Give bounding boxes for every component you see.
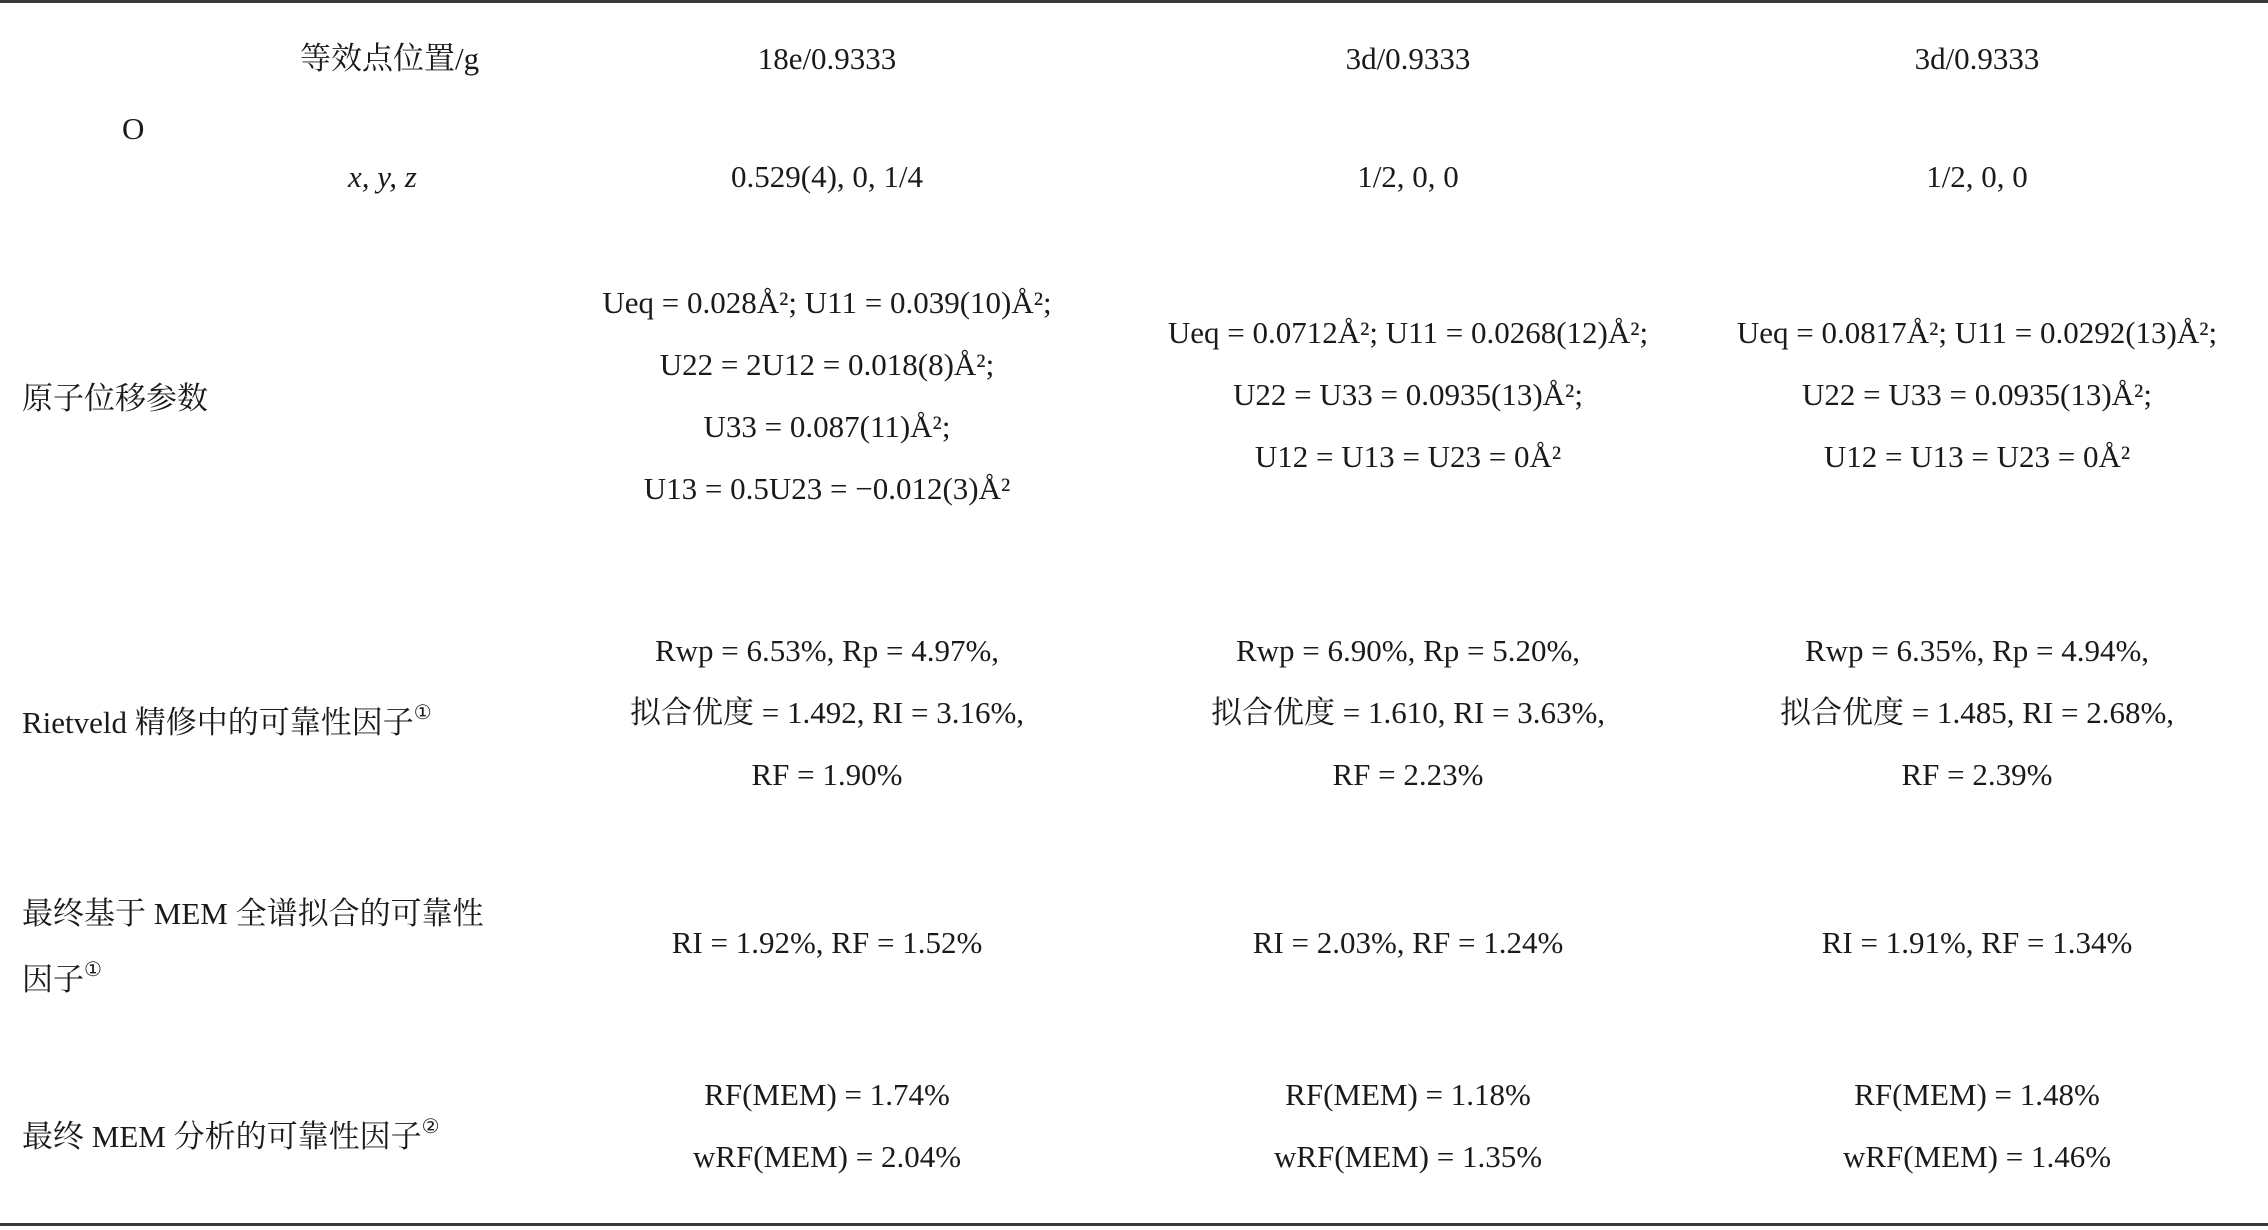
rietveld-col1-line1: Rwp = 6.53%, Rp = 4.97%, bbox=[654, 633, 1000, 668]
row-mem-label-text: 最终 MEM 分析的可靠性因子 bbox=[22, 1119, 422, 1154]
row-disp-label: 原子位移参数 bbox=[22, 381, 208, 416]
footnote-marker-1b: ① bbox=[84, 959, 102, 981]
disp-col2-line3: U12 = U13 = U23 = 0Å² bbox=[1254, 439, 1562, 474]
row-site-col2: 3d/0.9333 bbox=[1345, 41, 1471, 76]
table-bottom-rule bbox=[0, 1223, 2268, 1226]
disp-col3-line2: U22 = U33 = 0.0935(13)Å²; bbox=[1802, 377, 2152, 412]
row-mem-fit-label-line2-wrap bbox=[22, 942, 484, 998]
mem-col3-line2: wRF(MEM) = 1.46% bbox=[1842, 1139, 2112, 1174]
rietveld-col3-line3: RF = 2.39% bbox=[1901, 757, 2053, 792]
mem-col1-line2: wRF(MEM) = 2.04% bbox=[692, 1139, 962, 1174]
row-mem-col1 bbox=[693, 1064, 961, 1188]
rietveld-col2-line2: 拟合优度 = 1.610, RI = 3.63%, bbox=[1210, 695, 1606, 730]
footnote-marker-1: ① bbox=[413, 702, 432, 724]
row-mem-fit-col3: RI = 1.91%, RF = 1.34% bbox=[1821, 925, 2133, 960]
rietveld-col2-line3: RF = 2.23% bbox=[1332, 757, 1484, 792]
mem-col2-line1: RF(MEM) = 1.18% bbox=[1285, 1077, 1531, 1112]
table-top-rule bbox=[0, 0, 2268, 3]
row-site-col3: 3d/0.9333 bbox=[1914, 41, 2040, 76]
row-xyz-col3: 1/2, 0, 0 bbox=[1926, 159, 2028, 194]
disp-col1-line3: U33 = 0.087(11)Å²; bbox=[703, 409, 951, 444]
footnote-marker-2: ② bbox=[421, 1116, 440, 1138]
row-mem-col3 bbox=[1843, 1064, 2111, 1188]
row-mem-fit-label-line1: 最终基于 MEM 全谱拟合的可靠性 bbox=[22, 896, 484, 931]
rietveld-col1-line3: RF = 1.90% bbox=[751, 757, 903, 792]
row-site-label bbox=[300, 28, 479, 90]
disp-col3-line1: Ueq = 0.0817Å²; U11 = 0.0292(13)Å²; bbox=[1736, 315, 2218, 350]
row-disp-col1 bbox=[602, 272, 1051, 520]
row-site-col1: 18e/0.9333 bbox=[757, 41, 897, 76]
row-site-label-text: 等效点位置/g bbox=[300, 41, 480, 76]
rietveld-col1-line2: 拟合优度 = 1.492, RI = 3.16%, bbox=[629, 695, 1025, 730]
row-atom-O-label: O bbox=[122, 111, 145, 146]
rietveld-col3-line2: 拟合优度 = 1.485, RI = 2.68%, bbox=[1779, 695, 2175, 730]
disp-col2-line2: U22 = U33 = 0.0935(13)Å²; bbox=[1233, 377, 1583, 412]
mem-col2-line2: wRF(MEM) = 1.35% bbox=[1273, 1139, 1543, 1174]
row-mem-fit-col2: RI = 2.03%, RF = 1.24% bbox=[1252, 925, 1564, 960]
mem-col1-line1: RF(MEM) = 1.74% bbox=[704, 1077, 950, 1112]
disp-col2-line1: Ueq = 0.0712Å²; U11 = 0.0268(12)Å²; bbox=[1167, 315, 1649, 350]
rietveld-col2-line1: Rwp = 6.90%, Rp = 5.20%, bbox=[1235, 633, 1581, 668]
row-mem-fit-label bbox=[22, 886, 484, 998]
row-mem-fit-label-line2: 因子 bbox=[22, 962, 84, 997]
disp-col1-line2: U22 = 2U12 = 0.018(8)Å²; bbox=[659, 347, 995, 382]
disp-col3-line3: U12 = U13 = U23 = 0Å² bbox=[1823, 439, 2131, 474]
row-disp-col2 bbox=[1168, 302, 1648, 488]
row-rietveld-label-text: Rietveld 精修中的可靠性因子 bbox=[22, 705, 414, 740]
row-xyz-label: x, y, z bbox=[348, 159, 417, 194]
row-mem-col2 bbox=[1274, 1064, 1542, 1188]
row-rietveld-label bbox=[22, 682, 432, 754]
row-mem-fit-col1: RI = 1.92%, RF = 1.52% bbox=[671, 925, 983, 960]
row-xyz-col2: 1/2, 0, 0 bbox=[1357, 159, 1459, 194]
disp-col1-line4: U13 = 0.5U23 = −0.012(3)Å² bbox=[643, 471, 1011, 506]
row-disp-col3 bbox=[1737, 302, 2217, 488]
row-rietveld-col2 bbox=[1211, 620, 1605, 806]
mem-col3-line1: RF(MEM) = 1.48% bbox=[1854, 1077, 2100, 1112]
row-rietveld-col1 bbox=[630, 620, 1024, 806]
disp-col1-line1: Ueq = 0.028Å²; U11 = 0.039(10)Å²; bbox=[602, 285, 1052, 320]
row-xyz-col1: 0.529(4), 0, 1/4 bbox=[730, 159, 924, 194]
row-rietveld-col3 bbox=[1780, 620, 2174, 806]
row-mem-label bbox=[22, 1096, 440, 1168]
rietveld-col3-line1: Rwp = 6.35%, Rp = 4.94%, bbox=[1804, 633, 2150, 668]
